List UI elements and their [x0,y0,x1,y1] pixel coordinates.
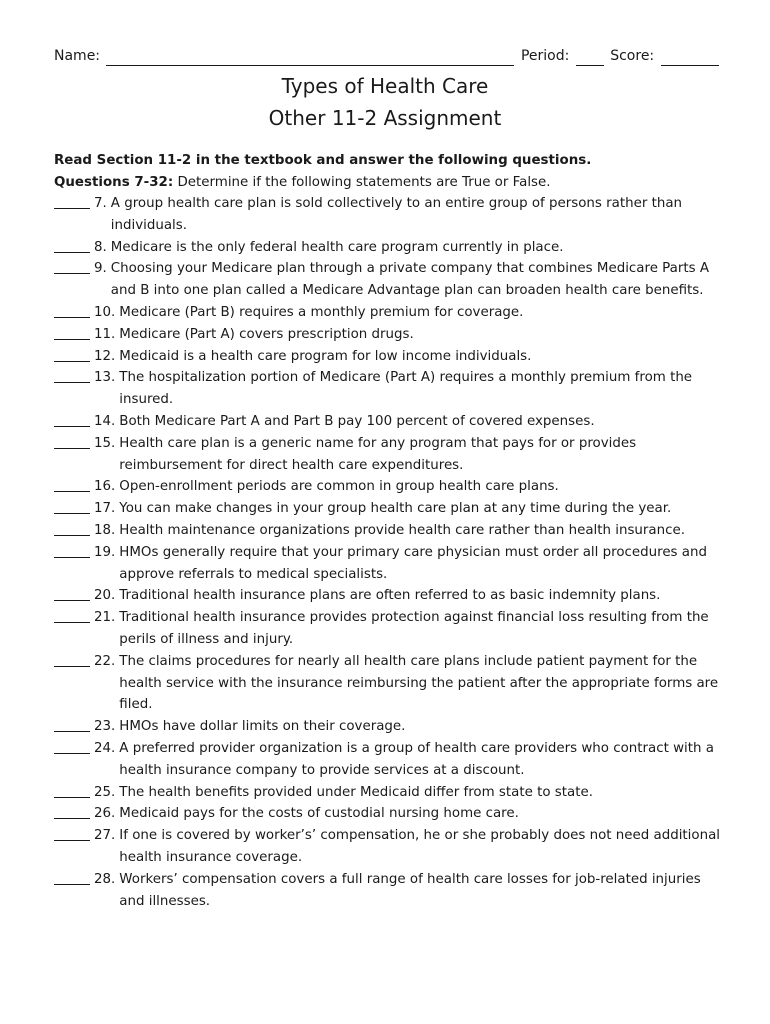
question-item [54,237,734,259]
questions-instruction [54,172,734,194]
question-text: The hospitalization portion of Medicare (Part A) requires a monthly premium from the insured. [119,370,693,408]
answer-blank[interactable] [54,797,90,798]
answer-blank[interactable] [54,339,90,340]
question-text: A preferred provider organization is a group of health care providers who contract with a health insurance company to provide services at a discount. [119,740,714,778]
answer-blank[interactable] [54,535,90,536]
question-number: 23. [94,719,116,735]
student-info-line [54,46,720,66]
question-item [54,324,734,346]
question-text: Medicare (Part B) requires a monthly premium for coverage. [119,304,524,320]
period-label: Period: [520,48,570,64]
question-item [54,498,734,520]
reading-instruction: Read Section 11-2 in the textbook and answer the following questions. [54,153,592,168]
question-text: The claims procedures for nearly all health care plans include patient payment for the health service with the insurance reimbursing the patient after the appropriate forms are filed. [119,653,719,713]
question-text: Workers’ compensation covers a full range of health care losses for job-related injuries and illnesses. [119,871,701,909]
question-number: 15. [94,435,116,451]
answer-blank[interactable] [54,557,90,558]
question-number: 11. [94,326,116,342]
answer-blank[interactable] [54,600,90,601]
question-text: Medicaid pays for the costs of custodial nursing home care. [119,806,519,822]
question-text: Health maintenance organizations provide health care rather than health insurance. [119,522,685,538]
question-item [54,476,734,498]
answer-blank[interactable] [54,840,90,841]
score-label: Score: [610,48,655,64]
answer-blank[interactable] [54,361,90,362]
question-item [54,346,734,368]
question-text: A group health care plan is sold collectively to an entire group of persons rather than individuals. [110,196,683,233]
question-text: Health care plan is a generic name for any program that pays for or provides reimbursement for direct health care expenditures. [119,435,637,473]
question-text: Traditional health insurance plans are often referred to as basic indemnity plans. [119,588,661,604]
question-text: If one is covered by worker’s’ compensation, he or she probably does not need additional health insurance coverage. [119,828,721,865]
period-blank[interactable] [576,50,604,66]
question-number: 27. [94,828,116,844]
question-number: 16. [94,479,116,495]
question-text: Both Medicare Part A and Part B pay 100 percent of covered expenses. [119,413,595,429]
answer-blank[interactable] [54,666,90,667]
question-item [54,803,734,825]
score-blank[interactable] [661,50,719,66]
answer-blank[interactable] [54,884,90,885]
question-number: 14. [94,413,116,429]
question-item [54,651,734,716]
question-item [54,433,734,477]
question-number: 22. [94,653,116,669]
answer-blank[interactable] [54,622,90,623]
question-number: 17. [94,501,116,517]
answer-blank[interactable] [54,753,90,754]
answer-blank[interactable] [54,513,90,514]
question-number: 18. [94,522,116,538]
question-text: Open-enrollment periods are common in group health care plans. [119,479,559,495]
question-number: 10. [94,304,116,320]
question-item [54,520,734,542]
name-blank[interactable] [106,50,514,66]
question-text: Traditional health insurance provides protection against financial loss resulting from the perils of illness and injury. [119,610,709,647]
question-number: 7. [94,196,107,211]
question-item [54,782,734,804]
answer-blank[interactable] [54,273,90,274]
question-item [54,542,734,586]
question-number: 28. [94,871,116,887]
question-item [54,302,734,324]
question-number: 19. [94,544,116,560]
instructions [54,150,734,194]
question-text: HMOs have dollar limits on their coverage. [119,719,406,735]
question-number: 8. [94,239,107,255]
question-text: Medicare is the only federal health care program currently in place. [110,239,564,255]
answer-blank[interactable] [54,731,90,732]
question-number: 12. [94,348,116,364]
question-number: 9. [94,261,107,277]
question-text: Medicare (Part A) covers prescription drugs. [119,326,414,342]
answer-blank[interactable] [54,818,90,819]
question-item [54,738,734,782]
worksheet-title: Types of Health Care [281,74,489,98]
question-item [54,367,734,411]
question-item [54,258,734,302]
question-text: You can make changes in your group health care plan at any time during the year. [119,501,672,517]
assignment-title: Other 11-2 Assignment [268,106,502,130]
question-item [54,193,734,237]
answer-blank[interactable] [54,208,90,209]
questions-range-label: Questions 7-32: [54,174,174,190]
question-item [54,411,734,433]
question-number: 21. [94,610,116,626]
question-item [54,825,734,869]
question-text: The health benefits provided under Medicaid differ from state to state. [119,784,593,800]
questions-directions: Determine if the following statements are True or False. [177,174,551,190]
question-item [54,607,734,651]
question-item [54,716,734,738]
question-number: 25. [94,784,116,800]
question-number: 26. [94,806,116,822]
question-text: Choosing your Medicare plan through a private company that combines Medicare Parts A and B into one plan called a Medicare Advantage plan can broaden health care benefits. [110,261,710,299]
question-number: 13. [94,370,116,386]
answer-blank[interactable] [54,252,90,253]
question-text: Medicaid is a health care program for low income individuals. [119,348,532,364]
answer-blank[interactable] [54,426,90,427]
answer-blank[interactable] [54,317,90,318]
answer-blank[interactable] [54,491,90,492]
answer-blank[interactable] [54,448,90,449]
name-label: Name: [54,48,101,64]
answer-blank[interactable] [54,382,90,383]
question-number: 24. [94,740,116,756]
question-item [54,869,734,913]
question-number: 20. [94,588,116,604]
question-list [54,193,734,912]
question-text: HMOs generally require that your primary care physician must order all procedures and approve referrals to medical specialists. [119,544,707,582]
question-item [54,585,734,607]
